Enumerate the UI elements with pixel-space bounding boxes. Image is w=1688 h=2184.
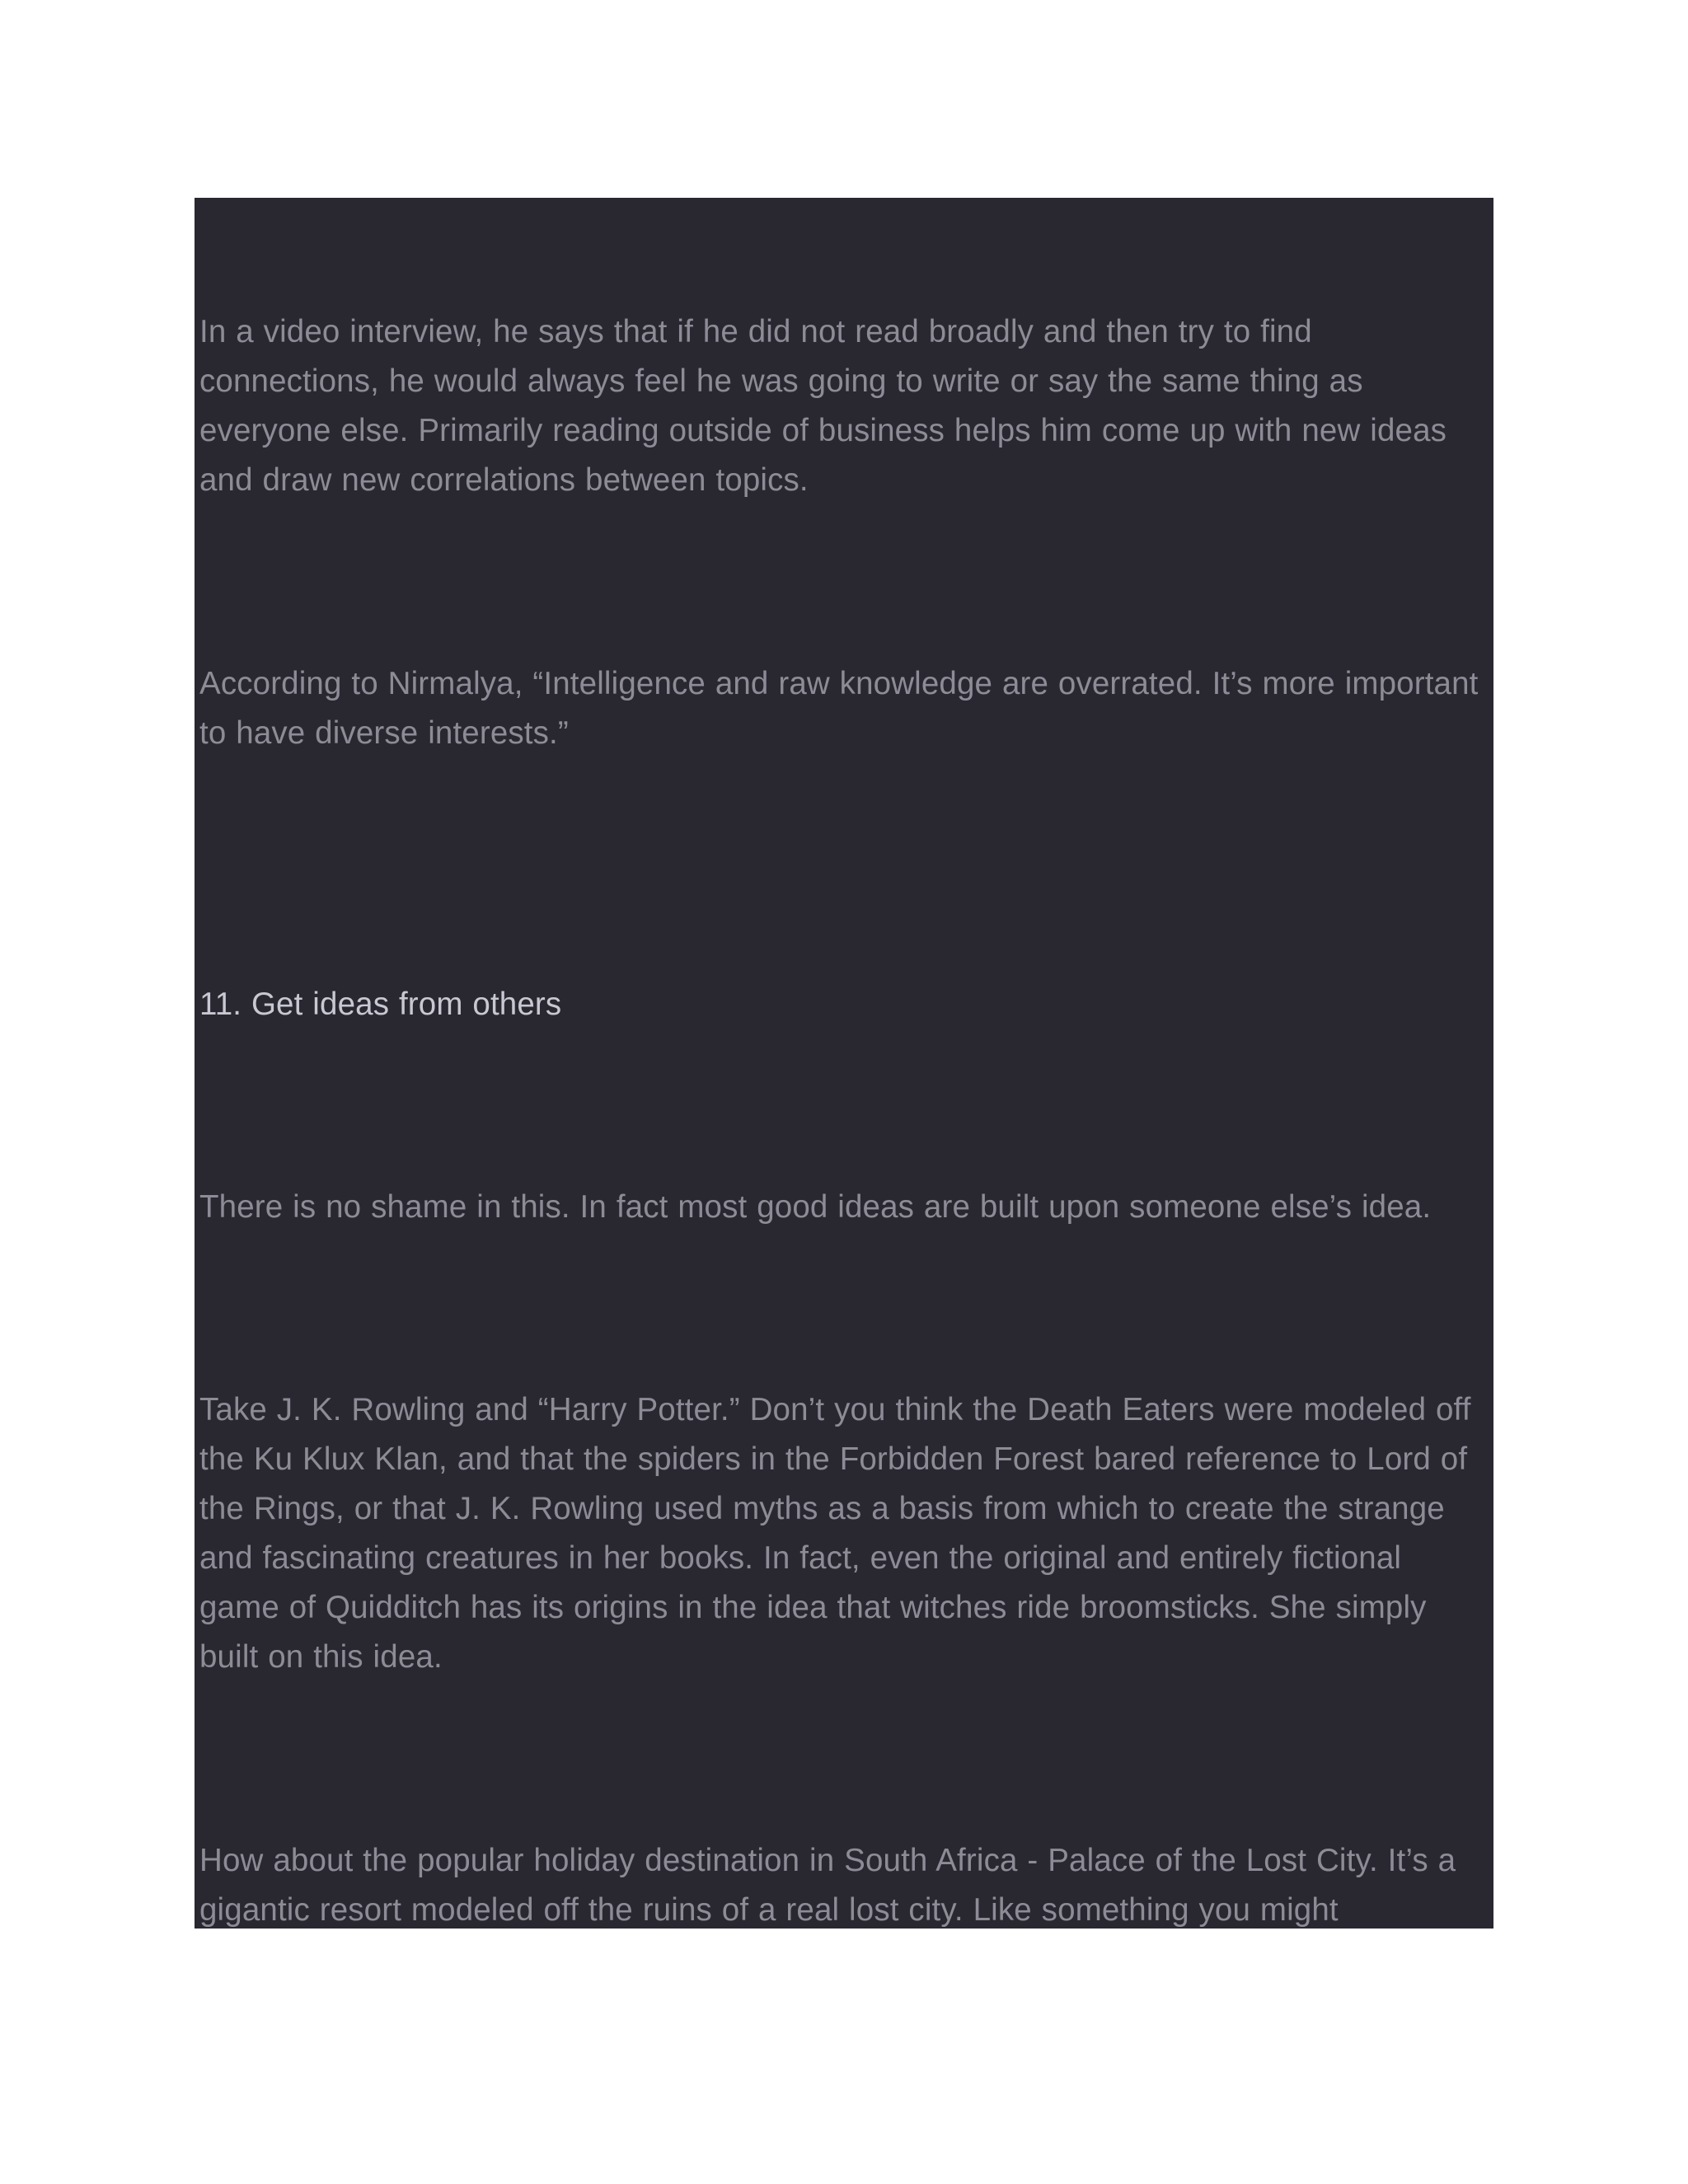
dark-content-panel [195, 198, 1493, 1929]
paragraph-nirmalya-quote: According to Nirmalya, “Intelligence and raw knowledge are overrated. It’s more important to have diverse interests.” [199, 666, 1479, 751]
paragraph-no-shame: There is no shame in this. In fact most good ideas are built upon someone else’s idea. [199, 1189, 1432, 1225]
section-heading-get-ideas: 11. Get ideas from others [199, 987, 562, 1022]
paragraph-lost-city: How about the popular holiday destination in South Africa - Palace of the Lost City. It’s a gigantic resort modeled off the ruins of a real lost city. Like something you might [199, 1843, 1456, 1928]
paragraph-reading-broadly: In a video interview, he says that if he did not read broadly and then try to find connections, he would always feel he was going to write or say the same thing as everyone else. Primarily reading outside of business helps him come up with new ideas and draw new correlations between topics. [199, 314, 1447, 498]
paragraph-rowling-example: Take J. K. Rowling and “Harry Potter.” Don’t you think the Death Eaters were modeled off the Ku Klux Klan, and that the spiders in the Forbidden Forest bared reference to Lord of the Rings, or that J. K. Rowling used myths as a basis from which to create the strange and fascinating creatures in her books. In fact, even the original and entirely fictional game of Quidditch has its origins in the idea that witches ride broomsticks. She simply built on this idea. [199, 1392, 1471, 1675]
